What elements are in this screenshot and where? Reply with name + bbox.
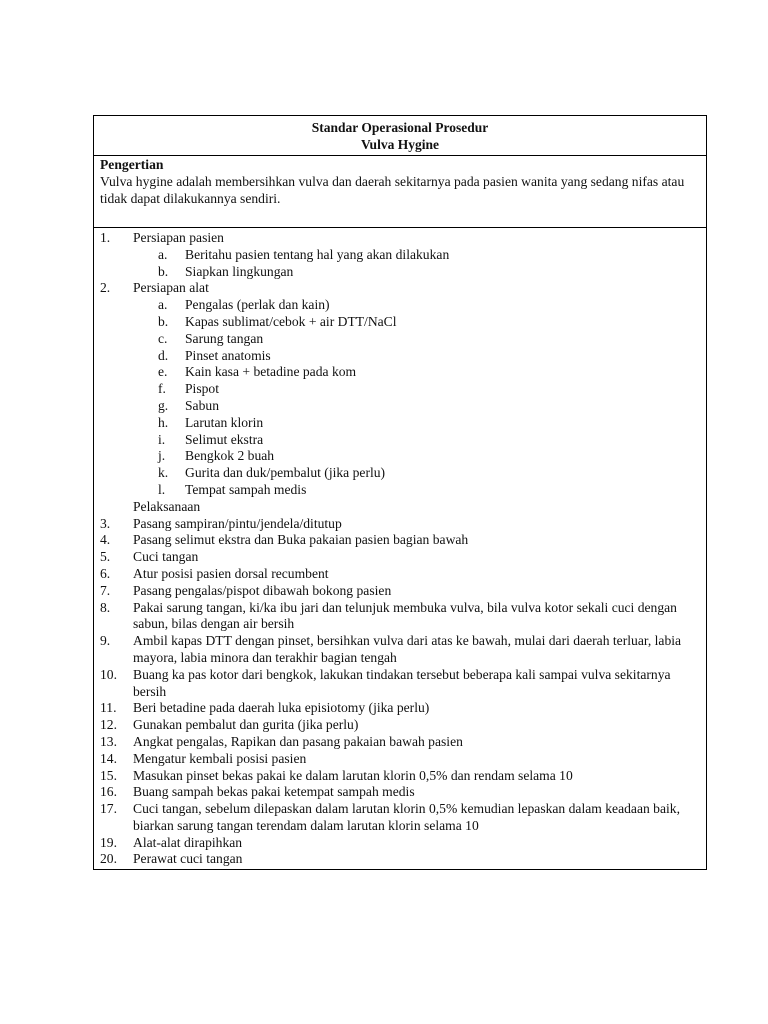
substep-text: Selimut ekstra — [185, 431, 264, 447]
step-number: 16. — [100, 784, 117, 800]
procedure-step — [100, 784, 700, 801]
substep-letter: d. — [158, 347, 169, 363]
substep-letter: a. — [158, 246, 168, 262]
procedure-step — [100, 734, 700, 751]
procedure-step — [100, 633, 700, 667]
step-number: 3. — [100, 515, 111, 531]
step-text: Persiapan pasien — [133, 230, 224, 245]
step-number: 11. — [100, 700, 117, 716]
substep-letter: g. — [158, 397, 169, 413]
substep-text: Beritahu pasien tentang hal yang akan dilakukan — [185, 246, 450, 262]
substep-letter: h. — [158, 414, 169, 430]
procedure-step — [100, 566, 700, 583]
step-number: 7. — [100, 582, 111, 598]
step-number: 13. — [100, 733, 117, 749]
step-text: Persiapan alat — [133, 280, 209, 296]
procedure-step — [100, 532, 700, 549]
step-text: Mengatur kembali posisi pasien — [133, 750, 307, 766]
document-title: Standar Operasional Prosedur — [311, 120, 489, 135]
document-subtitle: Vulva Hygine — [361, 137, 439, 152]
step-text: Gunakan pembalut dan gurita (jika perlu) — [133, 717, 359, 733]
procedure-step — [100, 516, 700, 533]
step-number: 17. — [100, 801, 117, 817]
substep-text: Pinset anatomis — [185, 347, 271, 363]
step-number: 20. — [100, 851, 117, 867]
step-number: 1. — [100, 230, 111, 245]
procedure-substep — [100, 314, 700, 331]
step-text: Masukan pinset bekas pakai ke dalam larutan klorin 0,5% dan rendam selama 10 — [133, 767, 573, 783]
procedure-step — [100, 768, 700, 785]
substep-letter: i. — [158, 431, 166, 447]
definition-cell — [94, 156, 706, 228]
procedure-substep — [100, 448, 700, 465]
procedure-step — [100, 230, 700, 247]
step-number: 2. — [100, 280, 111, 296]
procedure-substep — [100, 432, 700, 449]
substep-letter: k. — [158, 465, 169, 481]
procedure-step — [100, 667, 700, 701]
step-text: Cuci tangan, sebelum dilepaskan dalam larutan klorin 0,5% kemudian lepaskan dalam keadaan baik, biarkan sarung tangan terendam dalam larutan klorin selama 10 — [133, 801, 680, 833]
step-text: Cuci tangan — [133, 549, 199, 565]
step-number: 12. — [100, 717, 117, 733]
step-number: 6. — [100, 565, 111, 581]
step-text: Buang sampah bekas pakai ketempat sampah medis — [133, 784, 415, 800]
step-number: 15. — [100, 767, 117, 783]
definition-heading: Pengertian — [100, 157, 164, 172]
substep-letter: b. — [158, 263, 169, 279]
step-text: Pasang sampiran/pintu/jendela/ditutup — [133, 515, 342, 531]
definition-text: Vulva hygine adalah membersihkan vulva dan daerah sekitarnya pada pasien wanita yang sedang nifas atau tidak dapat dilakukannya sendiri. — [100, 173, 685, 206]
substep-letter: f. — [158, 381, 166, 397]
procedure-step — [100, 851, 700, 868]
step-text: Pasang selimut ekstra dan Buka pakaian pasien bagian bawah — [133, 532, 469, 548]
procedure-substep — [100, 264, 700, 281]
step-text: Atur posisi pasien dorsal recumbent — [133, 565, 329, 581]
procedure-step — [100, 835, 700, 852]
substep-letter: e. — [158, 364, 168, 380]
procedure-substep — [100, 465, 700, 482]
step-number: 5. — [100, 549, 111, 565]
substep-text: Gurita dan duk/pembalut (jika perlu) — [185, 465, 386, 481]
substep-text: Kain kasa + betadine pada kom — [185, 364, 357, 380]
step-number: 10. — [100, 666, 117, 682]
substep-text: Sarung tangan — [185, 330, 264, 346]
procedure-step — [100, 600, 700, 634]
substep-text: Kapas sublimat/cebok + air DTT/NaCl — [185, 313, 397, 329]
procedure-step — [100, 751, 700, 768]
procedure-substep — [100, 348, 700, 365]
procedure-step — [100, 801, 700, 835]
procedure-substep — [100, 415, 700, 432]
substep-text: Sabun — [185, 397, 219, 413]
step-text: Angkat pengalas, Rapikan dan pasang pakaian bawah pasien — [133, 733, 463, 749]
step-text: Ambil kapas DTT dengan pinset, bersihkan vulva dari atas ke bawah, mulai dari daerah terluar, labia mayora, labia minora dan terakhir bagian tengah — [133, 633, 682, 665]
procedure-substep — [100, 247, 700, 264]
step-number: 19. — [100, 834, 117, 850]
step-text: Perawat cuci tangan — [133, 851, 243, 867]
substep-text: Larutan klorin — [185, 414, 264, 430]
procedure-substep — [100, 482, 700, 499]
sop-table — [93, 115, 707, 870]
step-text: Beri betadine pada daerah luka episiotomy (jika perlu) — [133, 700, 430, 716]
substep-letter: a. — [158, 297, 168, 313]
substep-text: Siapkan lingkungan — [185, 263, 294, 279]
substep-text: Bengkok 2 buah — [185, 448, 275, 464]
procedure-cell — [94, 228, 706, 869]
procedure-substep — [100, 381, 700, 398]
procedure-step — [100, 717, 700, 734]
procedure-substep — [100, 398, 700, 415]
substep-letter: j. — [158, 448, 166, 464]
substep-text: Pengalas (perlak dan kain) — [185, 297, 330, 313]
procedure-substep — [100, 331, 700, 348]
step-text: Pakai sarung tangan, ki/ka ibu jari dan telunjuk membuka vulva, bila vulva kotor sekali cuci dengan sabun, bilas dengan air bersih — [133, 599, 677, 632]
step-number: 9. — [100, 633, 111, 649]
step-text: Buang ka pas kotor dari bengkok, lakukan tindakan tersebut beberapa kali sampai vulva sekitarnya bersih — [133, 666, 671, 699]
title-cell — [94, 116, 706, 156]
procedure-step — [100, 280, 700, 297]
step-number: 14. — [100, 750, 117, 766]
substep-letter: l. — [158, 481, 166, 497]
procedure-step — [100, 583, 700, 600]
substep-letter: b. — [158, 313, 169, 329]
substep-letter: c. — [158, 330, 168, 346]
procedure-step — [100, 549, 700, 566]
substep-text: Tempat sampah medis — [185, 481, 307, 497]
step-text: Alat-alat dirapihkan — [133, 834, 243, 850]
step-text: Pasang pengalas/pispot dibawah bokong pasien — [133, 582, 392, 598]
procedure-substep — [100, 297, 700, 314]
procedure-step — [100, 700, 700, 717]
substep-text: Pispot — [185, 381, 219, 397]
step-number: 4. — [100, 532, 111, 548]
section-label: Pelaksanaan — [133, 498, 201, 514]
procedure-substep — [100, 364, 700, 381]
step-number: 8. — [100, 599, 111, 615]
